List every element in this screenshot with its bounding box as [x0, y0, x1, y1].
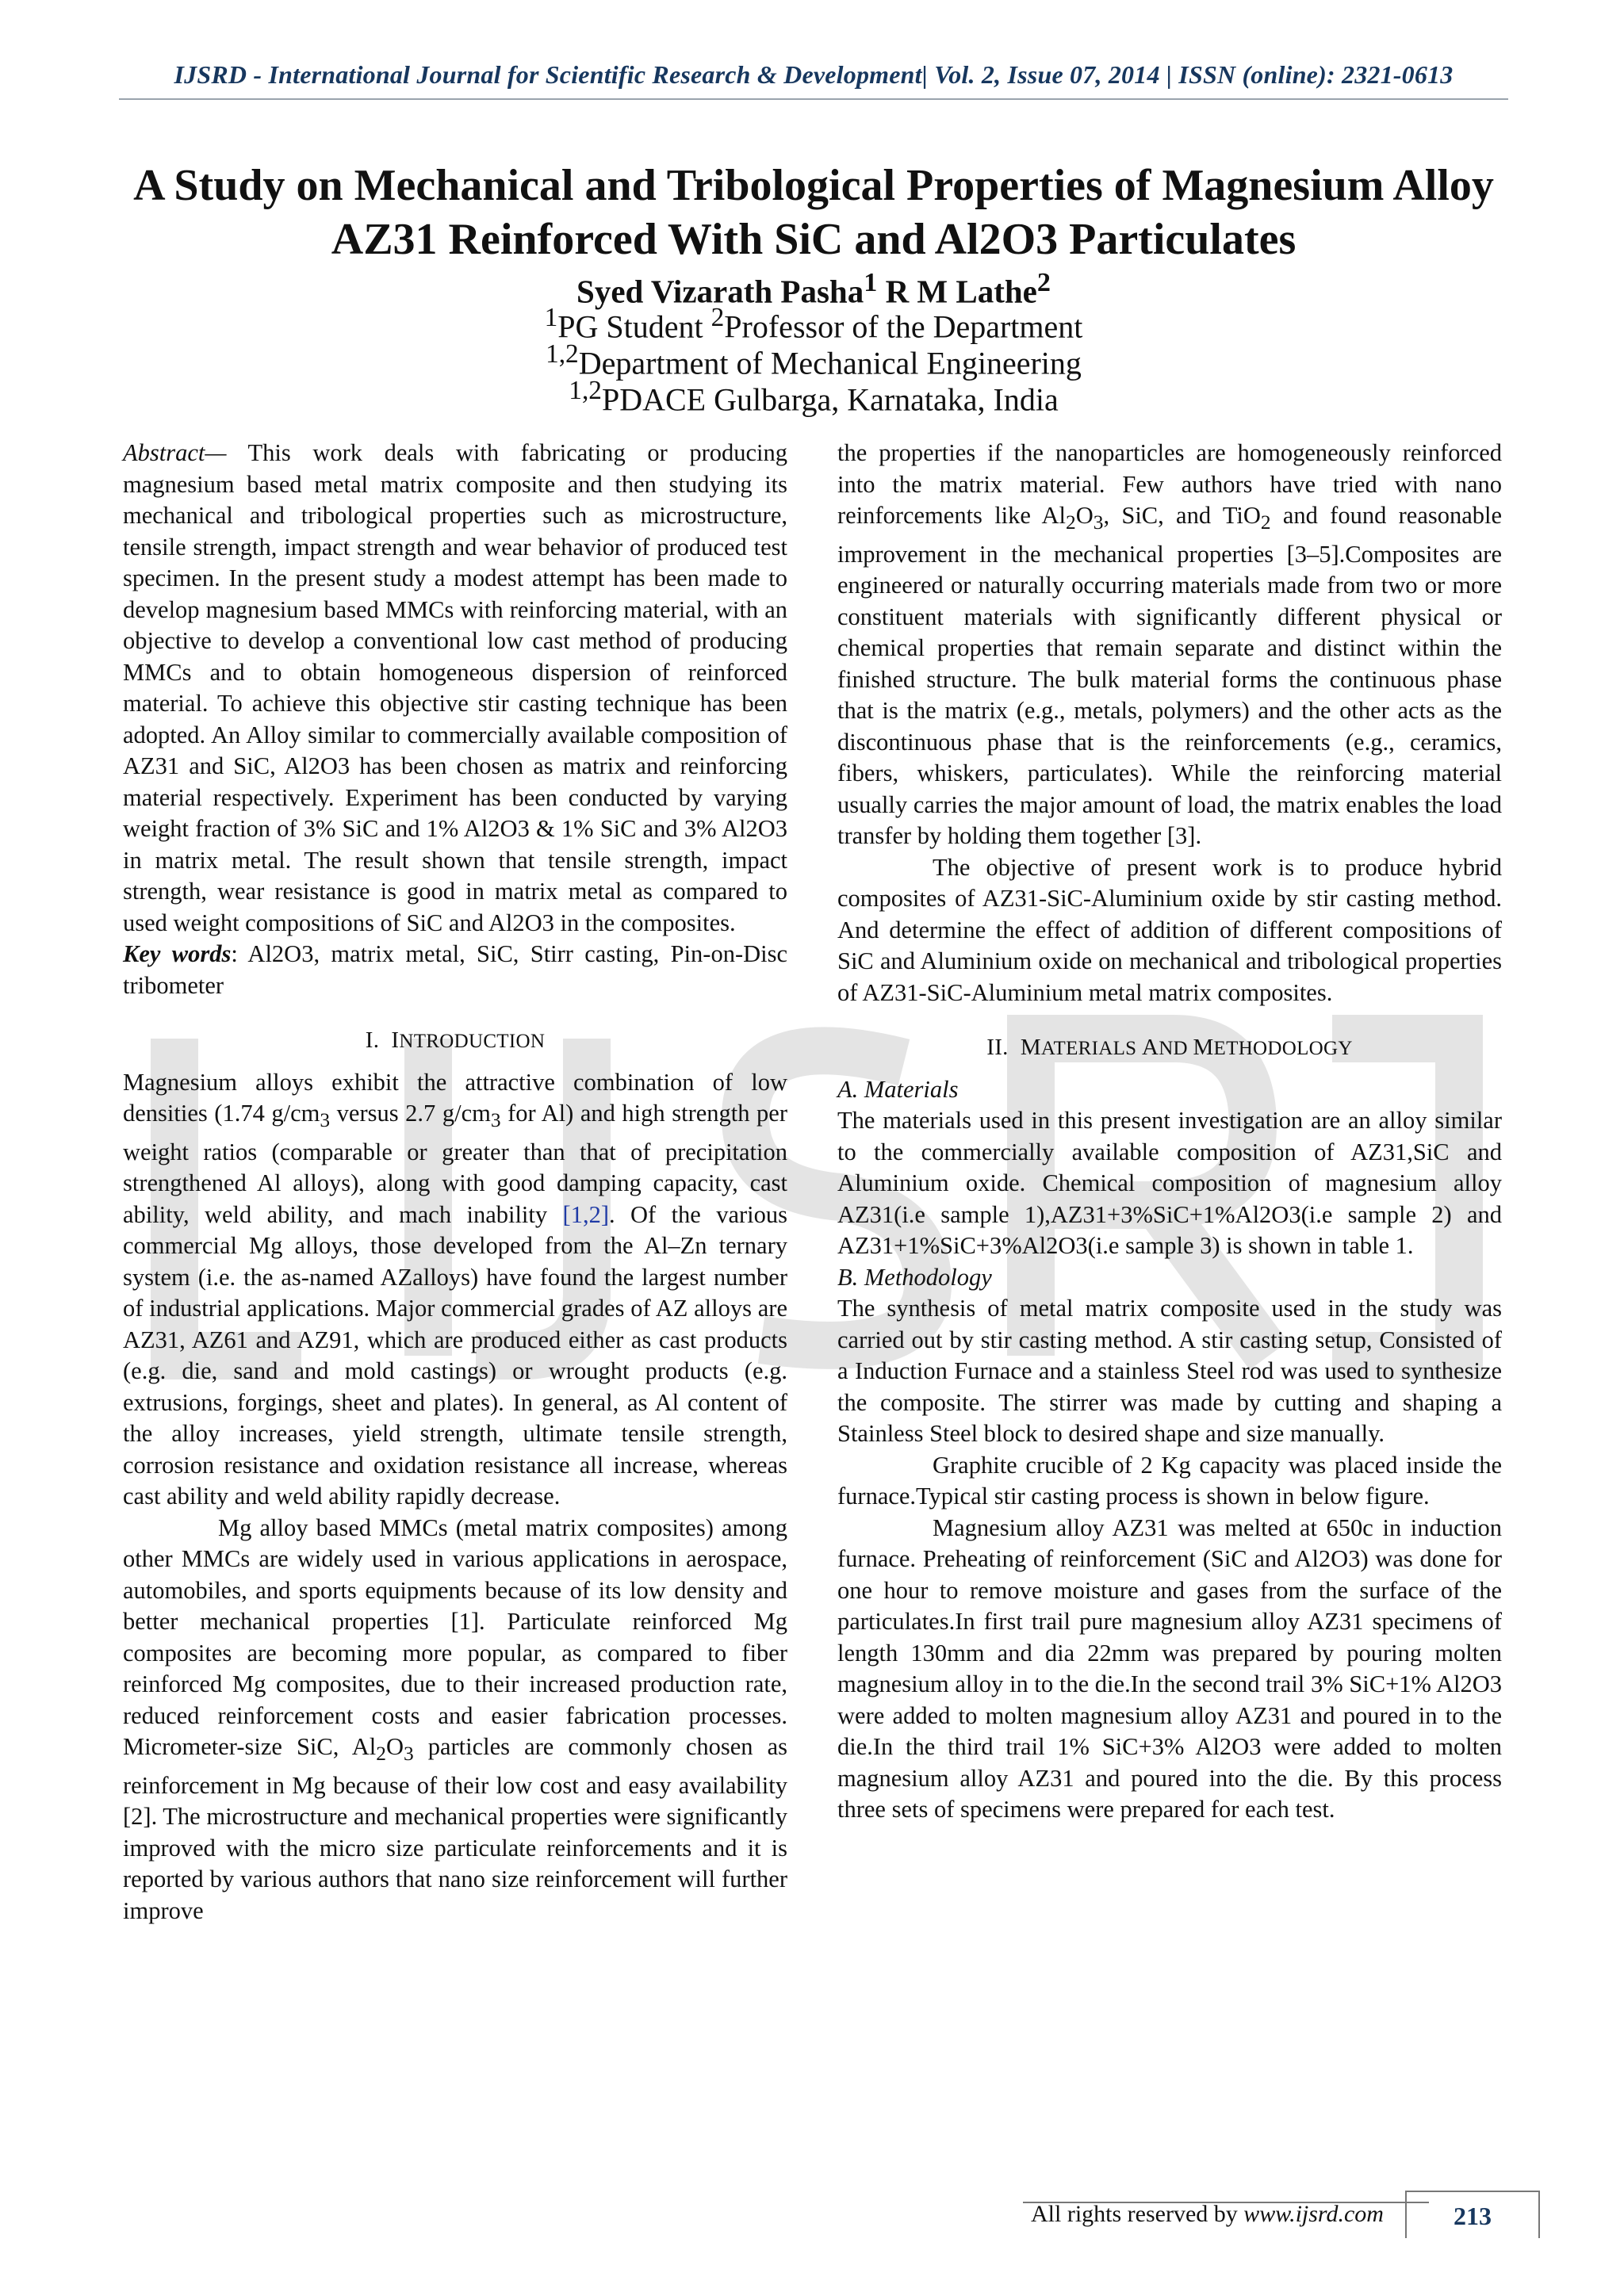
section-title-rest: NTRODUCTION — [399, 1031, 546, 1052]
abstract-text: This work deals with fabricating or producing magnesium based metal matrix composite and then studying its mechanical and tribological properties such as microstructure, tensile strength, impact strength and wear behavior of produced test specimen. In the present study a modest attempt has been made to develop magnesium based MMCs with reinforcing material, with an objective to develop a conventional low cast method of producing MMCs and to obtain homogeneous dispersion of reinforced material. To achieve this objective stir casting technique has been adopted. An Alloy similar to commercially available composition of AZ31 and SiC, Al2O3 has been chosen as matrix and reinforcing material respectively. Experiment has been conducted by varying weight fraction of 3% SiC and 1% Al2O3 & 1% SiC and 3% Al2O3 in matrix metal. The result shown that tensile strength, impact strength, wear resistance is good in matrix metal as compared to used weight compositions of SiC and Al2O3 in the composites. — [123, 439, 787, 936]
right-column — [837, 438, 1502, 1826]
page-number: 213 — [1405, 2191, 1540, 2238]
section-2-heading — [837, 1032, 1502, 1065]
section-title-rest: ETHODOLOGY — [1213, 1038, 1353, 1060]
affiliation-institution — [103, 376, 1524, 418]
text-run: particles are commonly chosen as reinforcement in Mg because of their low cost and easy availability [2]. The microstructure and mechanical properties were significantly improved with the micro size particulate reinforcements and it is reported by various authors that nano size reinforcement will further improve — [123, 1733, 788, 1924]
paper-title — [103, 159, 1524, 266]
subsection-methodology-heading: B. Methodology — [837, 1263, 992, 1291]
text-run: the properties if the nanoparticles are homogeneously reinforced into the matrix material. Few authors have tried with nano reinforcements like Al — [837, 439, 1502, 529]
citation-link[interactable]: [1,2] — [562, 1200, 609, 1228]
section-number: II. — [986, 1035, 1009, 1061]
title-line-1: A Study on Mechanical and Tribological Properties of Magnesium Alloy — [133, 161, 1494, 210]
intro-paragraph-2 — [123, 1513, 787, 1927]
affil-mark: 1,2 — [569, 376, 602, 405]
methodology-paragraph-1: The synthesis of metal matrix composite used in the study was carried out by stir casting method. A stir casting setup, Consisted of a Induction Furnace and a stainless Steel rod was used to synthesize the composite. The stirrer was made by cutting and shaping a Stainless Steel block to desired shape and size manually. — [837, 1295, 1502, 1448]
left-column — [123, 438, 787, 1927]
subscript: 3 — [490, 1109, 501, 1132]
title-line-2: AZ31 Reinforced With SiC and Al2O3 Particulates — [331, 215, 1297, 264]
text-run: Mg alloy based MMCs (metal matrix composites) among other MMCs are widely used in various applications in aerospace, automobiles, and sports equipments because of its low density and better mechanical properties [1]. Particulate reinforced Mg composites are becoming more popular, as compared to fiber reinforced Mg composites, due to their increased production rate, reduced reinforcement costs and easier fabrication processes. Micrometer-size SiC, Al — [123, 1513, 787, 1761]
subscript: 3 — [1093, 511, 1104, 534]
affil-mark: 2 — [710, 303, 725, 332]
keywords-text: : Al2O3, matrix metal, SiC, Stirr casting, Pin-on-Disc tribometer — [123, 940, 788, 999]
section-title-initial: M — [1020, 1035, 1041, 1061]
affil-role-1: PG Student — [557, 308, 711, 345]
author-2: R M Lathe — [885, 273, 1037, 310]
keywords-label: Key words — [123, 940, 232, 967]
section-title-rest: ND — [1159, 1038, 1193, 1060]
text-run: O — [1075, 502, 1094, 529]
header-divider — [119, 98, 1508, 100]
subscript: 2 — [1260, 511, 1271, 534]
section-title-rest: ATERIALS — [1040, 1038, 1142, 1060]
text-run: O — [385, 1733, 404, 1761]
subscript: 3 — [320, 1109, 331, 1132]
section-1-heading — [123, 1025, 787, 1058]
materials-paragraph: The materials used in this present investigation are an alloy similar to the commercially available composition of AZ31,SiC and Aluminium oxide. Chemical composition of magnesium alloy AZ31(i.e sample 1),AZ31+3%SiC+1%Al2O3(i.e sample 2) and AZ31+1%SiC+3%Al2O3(i.e sample 3) is shown in table 1. — [837, 1107, 1502, 1260]
subscript: 2 — [376, 1743, 386, 1766]
abstract — [123, 438, 787, 939]
affil-department-text: Department of Mechanical Engineering — [578, 345, 1082, 381]
author-1: Syed Vizarath Pasha — [576, 273, 864, 310]
methodology-paragraph-3: Magnesium alloy AZ31 was melted at 650c in induction furnace. Preheating of reinforcement (SiC and Al2O3) was done for one hour to remove moisture and gases from the surface of the particulates.In first trail pure magnesium alloy AZ31 specimens of length 130mm and dia 22mm was prepared by pouring molten magnesium alloy in to the die.In the second trail 3% SiC+1% Al2O3 were added to molten magnesium alloy AZ31 and poured in to the die.In the third trail 1% SiC+3% Al2O3 were added to molten magnesium alloy AZ31 and poured into the die. By this process three sets of specimens were prepared for each test. — [837, 1513, 1502, 1823]
affil-mark: 1,2 — [546, 339, 579, 369]
subscript: 2 — [1066, 511, 1076, 534]
section-title-initial: A — [1141, 1035, 1159, 1061]
intro-paragraph-3 — [837, 438, 1502, 852]
subsection-materials-heading: A. Materials — [837, 1075, 959, 1103]
footer-rights — [1031, 2201, 1384, 2228]
intro-paragraph-1 — [123, 1067, 787, 1513]
text-run: and found reasonable improvement in the mechanical properties [3–5].Composites are engineered or naturally occurring materials made from two or more constituent materials with significantly different physical or chemical properties that remain separate and distinct within the finished structure. The bulk material forms the continuous phase that is the matrix (e.g., metals, polymers) and the other acts as the discontinuous phase that is the reinforcements (e.g., ceramics, fibers, whiskers, particulates). While the reinforcing material usually carries the major amount of load, the matrix enables the load transfer by holding them together [3]. — [837, 502, 1503, 850]
footer-rights-text: All rights reserved by — [1031, 2201, 1244, 2227]
text-run: versus 2.7 g/cm — [330, 1100, 491, 1127]
footer-site-link[interactable]: www.ijsrd.com — [1243, 2201, 1384, 2227]
abstract-label: Abstract— — [123, 439, 227, 466]
section-number: I. — [365, 1027, 380, 1053]
section-title-initial: I — [391, 1027, 400, 1053]
text-run: , SiC, and TiO — [1103, 502, 1261, 529]
subscript: 3 — [403, 1743, 414, 1766]
methodology-paragraph-2: Graphite crucible of 2 Kg capacity was placed inside the furnace.Typical stir casting process is shown in below figure. — [837, 1451, 1502, 1510]
affil-institution-text: PDACE Gulbarga, Karnataka, India — [601, 381, 1059, 418]
affil-mark: 1 — [544, 303, 558, 332]
text-run: Magnesium alloys exhibit the attractive combination of low densities (1.74 g/cm — [123, 1068, 787, 1127]
author-2-affil-mark: 2 — [1036, 268, 1051, 297]
journal-header: IJSRD - International Journal for Scientific Research & Development| Vol. 2, Issue 07, 2014 | ISSN (online): 2321-0613 — [174, 60, 1454, 89]
intro-paragraph-4: The objective of present work is to produce hybrid composites of AZ31-SiC-Aluminium oxide by stir casting method. And determine the effect of addition of different compositions of SiC and Aluminium oxide on mechanical and tribological properties of AZ31-SiC-Aluminium metal matrix composites. — [837, 853, 1502, 1006]
keywords — [123, 939, 787, 1001]
text-run: . Of the various commercial Mg alloys, those developed from the Al–Zn ternary system (i.e. the as-named AZalloys) have found the largest number of industrial applications. Major commercial grades of AZ alloys are AZ31, AZ61 and AZ91, which are produced either as cast products (e.g. die, sand and mold castings) or wrought products (e.g. extrusions, forgings, sheet and plates). In general, as Al content of the alloy increases, yield strength, ultimate tensile strength, corrosion resistance and oxidation resistance all increase, whereas cast ability and weld ability rapidly decrease. — [123, 1200, 788, 1510]
section-title-initial: M — [1193, 1035, 1214, 1061]
text-run: for Al) and high strength per weight ratios (comparable or greater than that of precipitation strengthened Al alloys), along with good damping capacity, cast ability, weld ability, and mach inability — [123, 1100, 787, 1228]
affil-role-2: Professor of the Department — [724, 308, 1083, 345]
author-1-affil-mark: 1 — [864, 268, 878, 297]
